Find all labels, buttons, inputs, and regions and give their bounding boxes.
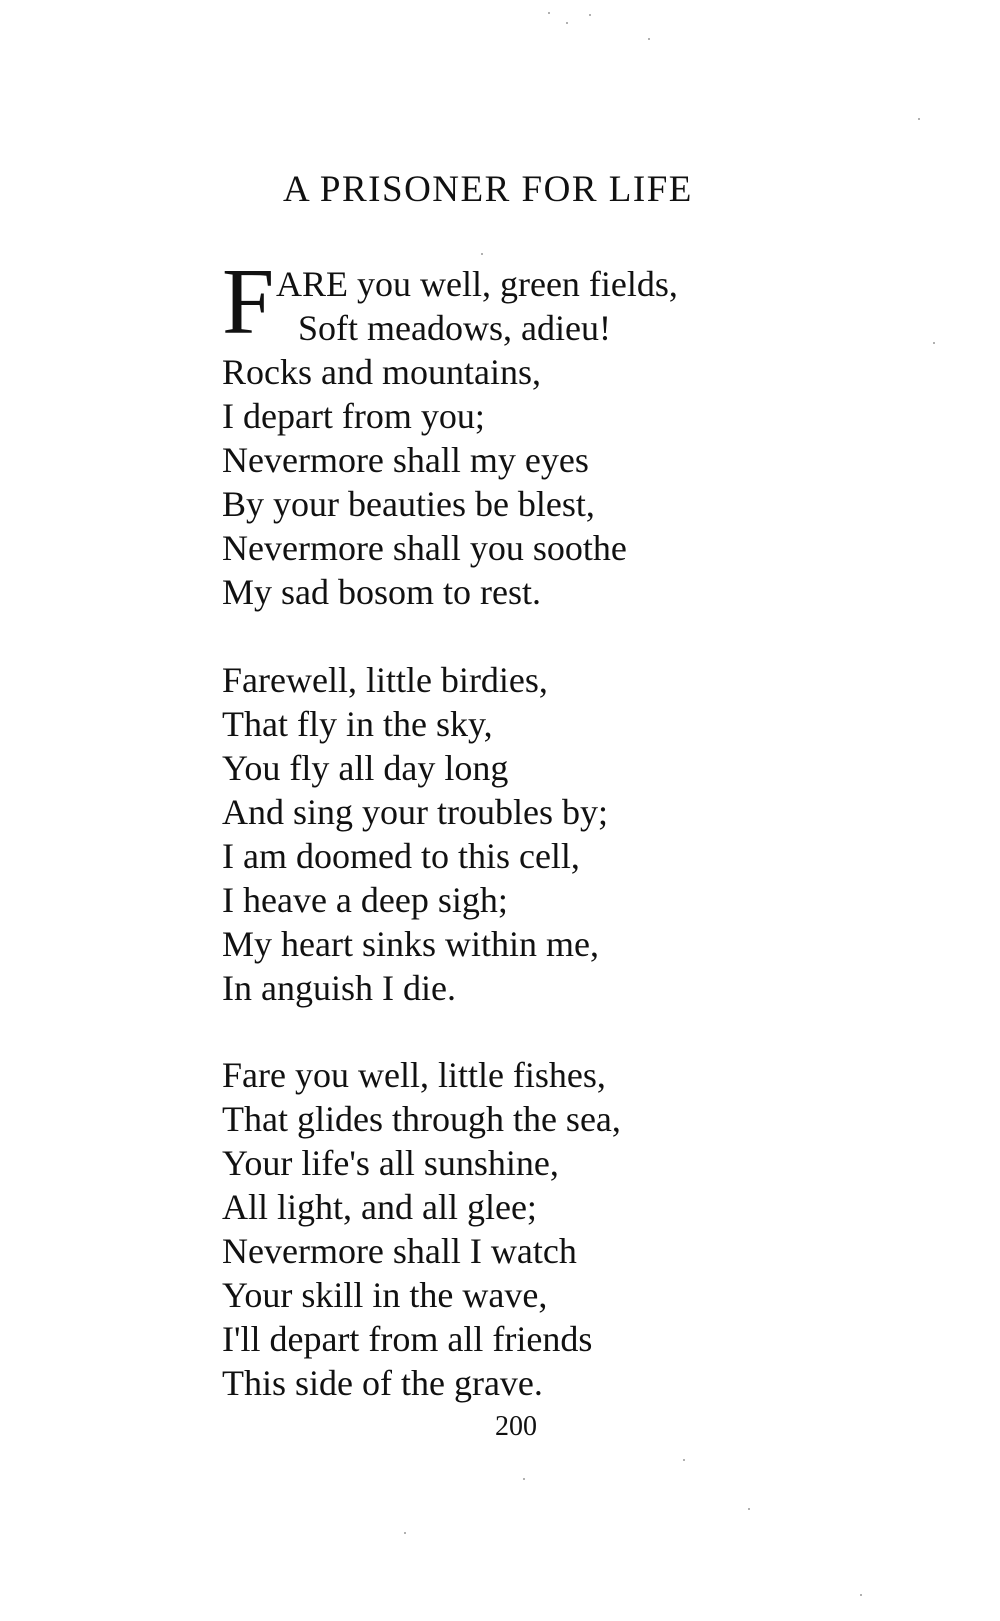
- poem-line: Soft meadows, adieu!: [298, 308, 611, 348]
- poem-line: I'll depart from all friends: [222, 1319, 593, 1359]
- scan-speck: [748, 1508, 750, 1510]
- poem-line: Your skill in the wave,: [222, 1275, 548, 1315]
- scan-speck: [933, 342, 935, 344]
- poem-title: A PRISONER FOR LIFE: [283, 169, 693, 210]
- poem-line: Rocks and mountains,: [222, 352, 541, 392]
- scan-speck: [918, 118, 920, 120]
- poem-line: Your life's all sunshine,: [222, 1143, 559, 1183]
- poem-line: My heart sinks within me,: [222, 924, 599, 964]
- poem-line: My sad bosom to rest.: [222, 572, 541, 612]
- poem-line: You fly all day long: [222, 748, 509, 788]
- scan-speck: [481, 253, 483, 255]
- poem-line: Fare you well, little fishes,: [222, 1055, 606, 1095]
- scan-speck: [566, 22, 568, 24]
- scan-speck: [683, 1459, 685, 1461]
- page-number: 200: [495, 1411, 537, 1442]
- scan-speck: [523, 1478, 525, 1480]
- poem-line: And sing your troubles by;: [222, 792, 608, 832]
- scan-speck: [404, 1532, 406, 1534]
- poem-line: Farewell, little birdies,: [222, 660, 548, 700]
- poem-line: All light, and all glee;: [222, 1187, 537, 1227]
- poem-line: Nevermore shall my eyes: [222, 440, 589, 480]
- drop-cap: F: [222, 250, 275, 354]
- poem-line: I heave a deep sigh;: [222, 880, 508, 920]
- scan-speck: [548, 12, 550, 14]
- poem-line: Nevermore shall I watch: [222, 1231, 577, 1271]
- poem-line: ARE you well, green fields,: [276, 264, 678, 304]
- poem-line: I am doomed to this cell,: [222, 836, 580, 876]
- poem-line: This side of the grave.: [222, 1363, 543, 1403]
- poem-line: By your beauties be blest,: [222, 484, 595, 524]
- scan-speck: [648, 38, 650, 40]
- poem-line: That fly in the sky,: [222, 704, 493, 744]
- poem-line: Nevermore shall you soothe: [222, 528, 627, 568]
- poem-line: I depart from you;: [222, 396, 485, 436]
- scan-speck: [860, 1594, 862, 1596]
- scan-speck: [589, 14, 591, 16]
- poem-line: That glides through the sea,: [222, 1099, 621, 1139]
- poem-line: In anguish I die.: [222, 968, 456, 1008]
